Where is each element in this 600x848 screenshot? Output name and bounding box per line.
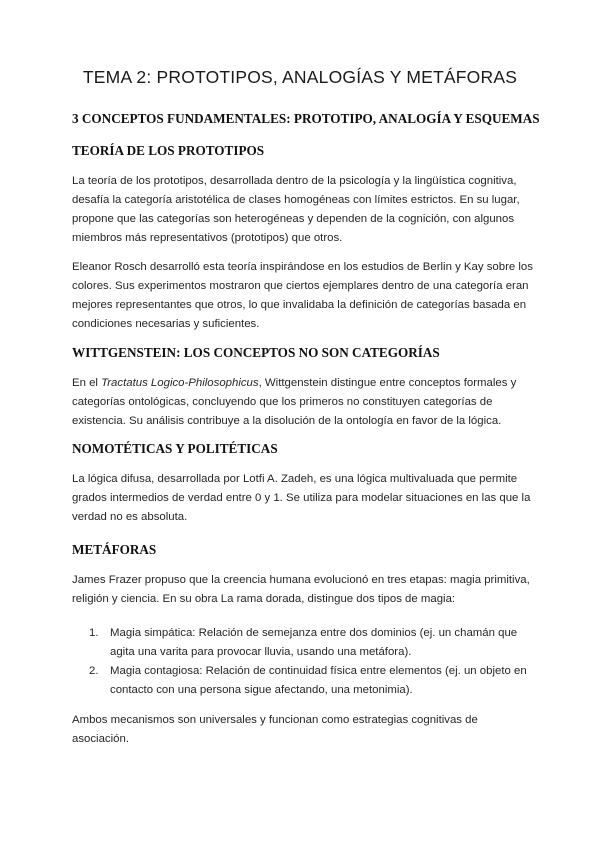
paragraph-prototipos-2: Eleanor Rosch desarrolló esta teoría inspirándose en los estudios de Berlin y Kay sobre los colores. Sus experimentos mostraron que ciertos ejemplares dentro de una categoría eran mejores representantes que otros, lo que invalidaba la definición de categorías basada en condiciones necesarias y suficientes. [72,261,533,330]
heading-prototipos: TEORÍA DE LOS PROTOTIPOS [72,143,265,158]
wittgenstein-prefix: En el [72,377,102,389]
paragraph-nomoteticas: La lógica difusa, desarrollada por Lotfi A. Zadeh, es una lógica multivaluada que permite grados intermedios de verdad entre 0 y 1. Se utiliza para modelar situaciones en las que la verdad no es absoluta. [72,473,531,523]
paragraph-closing: Ambos mecanismos son universales y funcionan como estrategias cognitivas de asociación. [72,714,478,745]
list-item [72,662,534,700]
list-item [72,624,534,662]
wittgenstein-rest: , Wittgenstein distingue entre conceptos formales y categorías ontológicas, concluyendo que los primeros no constituyen categorías de existencia. Su análisis contribuye a la disolución de la ontología en favor de la lógica. [72,377,517,427]
list-item-number: 2. [89,665,99,677]
wittgenstein-book-title: Tractatus Logico-Philosophicus [101,377,259,389]
magic-types-list [72,624,534,700]
paragraph-metaforas: James Frazer propuso que la creencia humana evolucionó en tres etapas: magia primitiva, religión y ciencia. En su obra La rama dorada, distingue dos tipos de magia: [72,574,530,605]
document-title: TEMA 2: PROTOTIPOS, ANALOGÍAS Y METÁFORAS [82,67,518,87]
paragraph-wittgenstein [72,374,534,431]
paragraph-prototipos-1: La teoría de los prototipos, desarrollada dentro de la psicología y la lingüística cognitiva, desafía la categoría aristotélica de clases homogéneas con límites estrictos. En su lugar, propone que las categorías son heterogéneas y dependen de la cognición, con algunos miembros más representativos (prototipos) que otros. [72,175,520,244]
list-item-number: 1. [89,627,99,639]
heading-wittgenstein: WITTGENSTEIN: LOS CONCEPTOS NO SON CATEGORÍAS [72,345,440,360]
list-item-text: Magia simpática: Relación de semejanza entre dos dominios (ej. un chamán que agita una varita para provocar lluvia, usando una metáfora). [110,627,518,658]
list-item-text: Magia contagiosa: Relación de continuidad física entre elementos (ej. un objeto en contacto con una persona sigue afectando, una metonimia). [110,665,527,696]
section-heading: 3 CONCEPTOS FUNDAMENTALES: PROTOTIPO, ANALOGÍA Y ESQUEMAS [72,111,540,126]
heading-nomoteticas: NOMOTÉTICAS Y POLITÉTICAS [72,441,278,456]
heading-metaforas: METÁFORAS [72,542,157,557]
